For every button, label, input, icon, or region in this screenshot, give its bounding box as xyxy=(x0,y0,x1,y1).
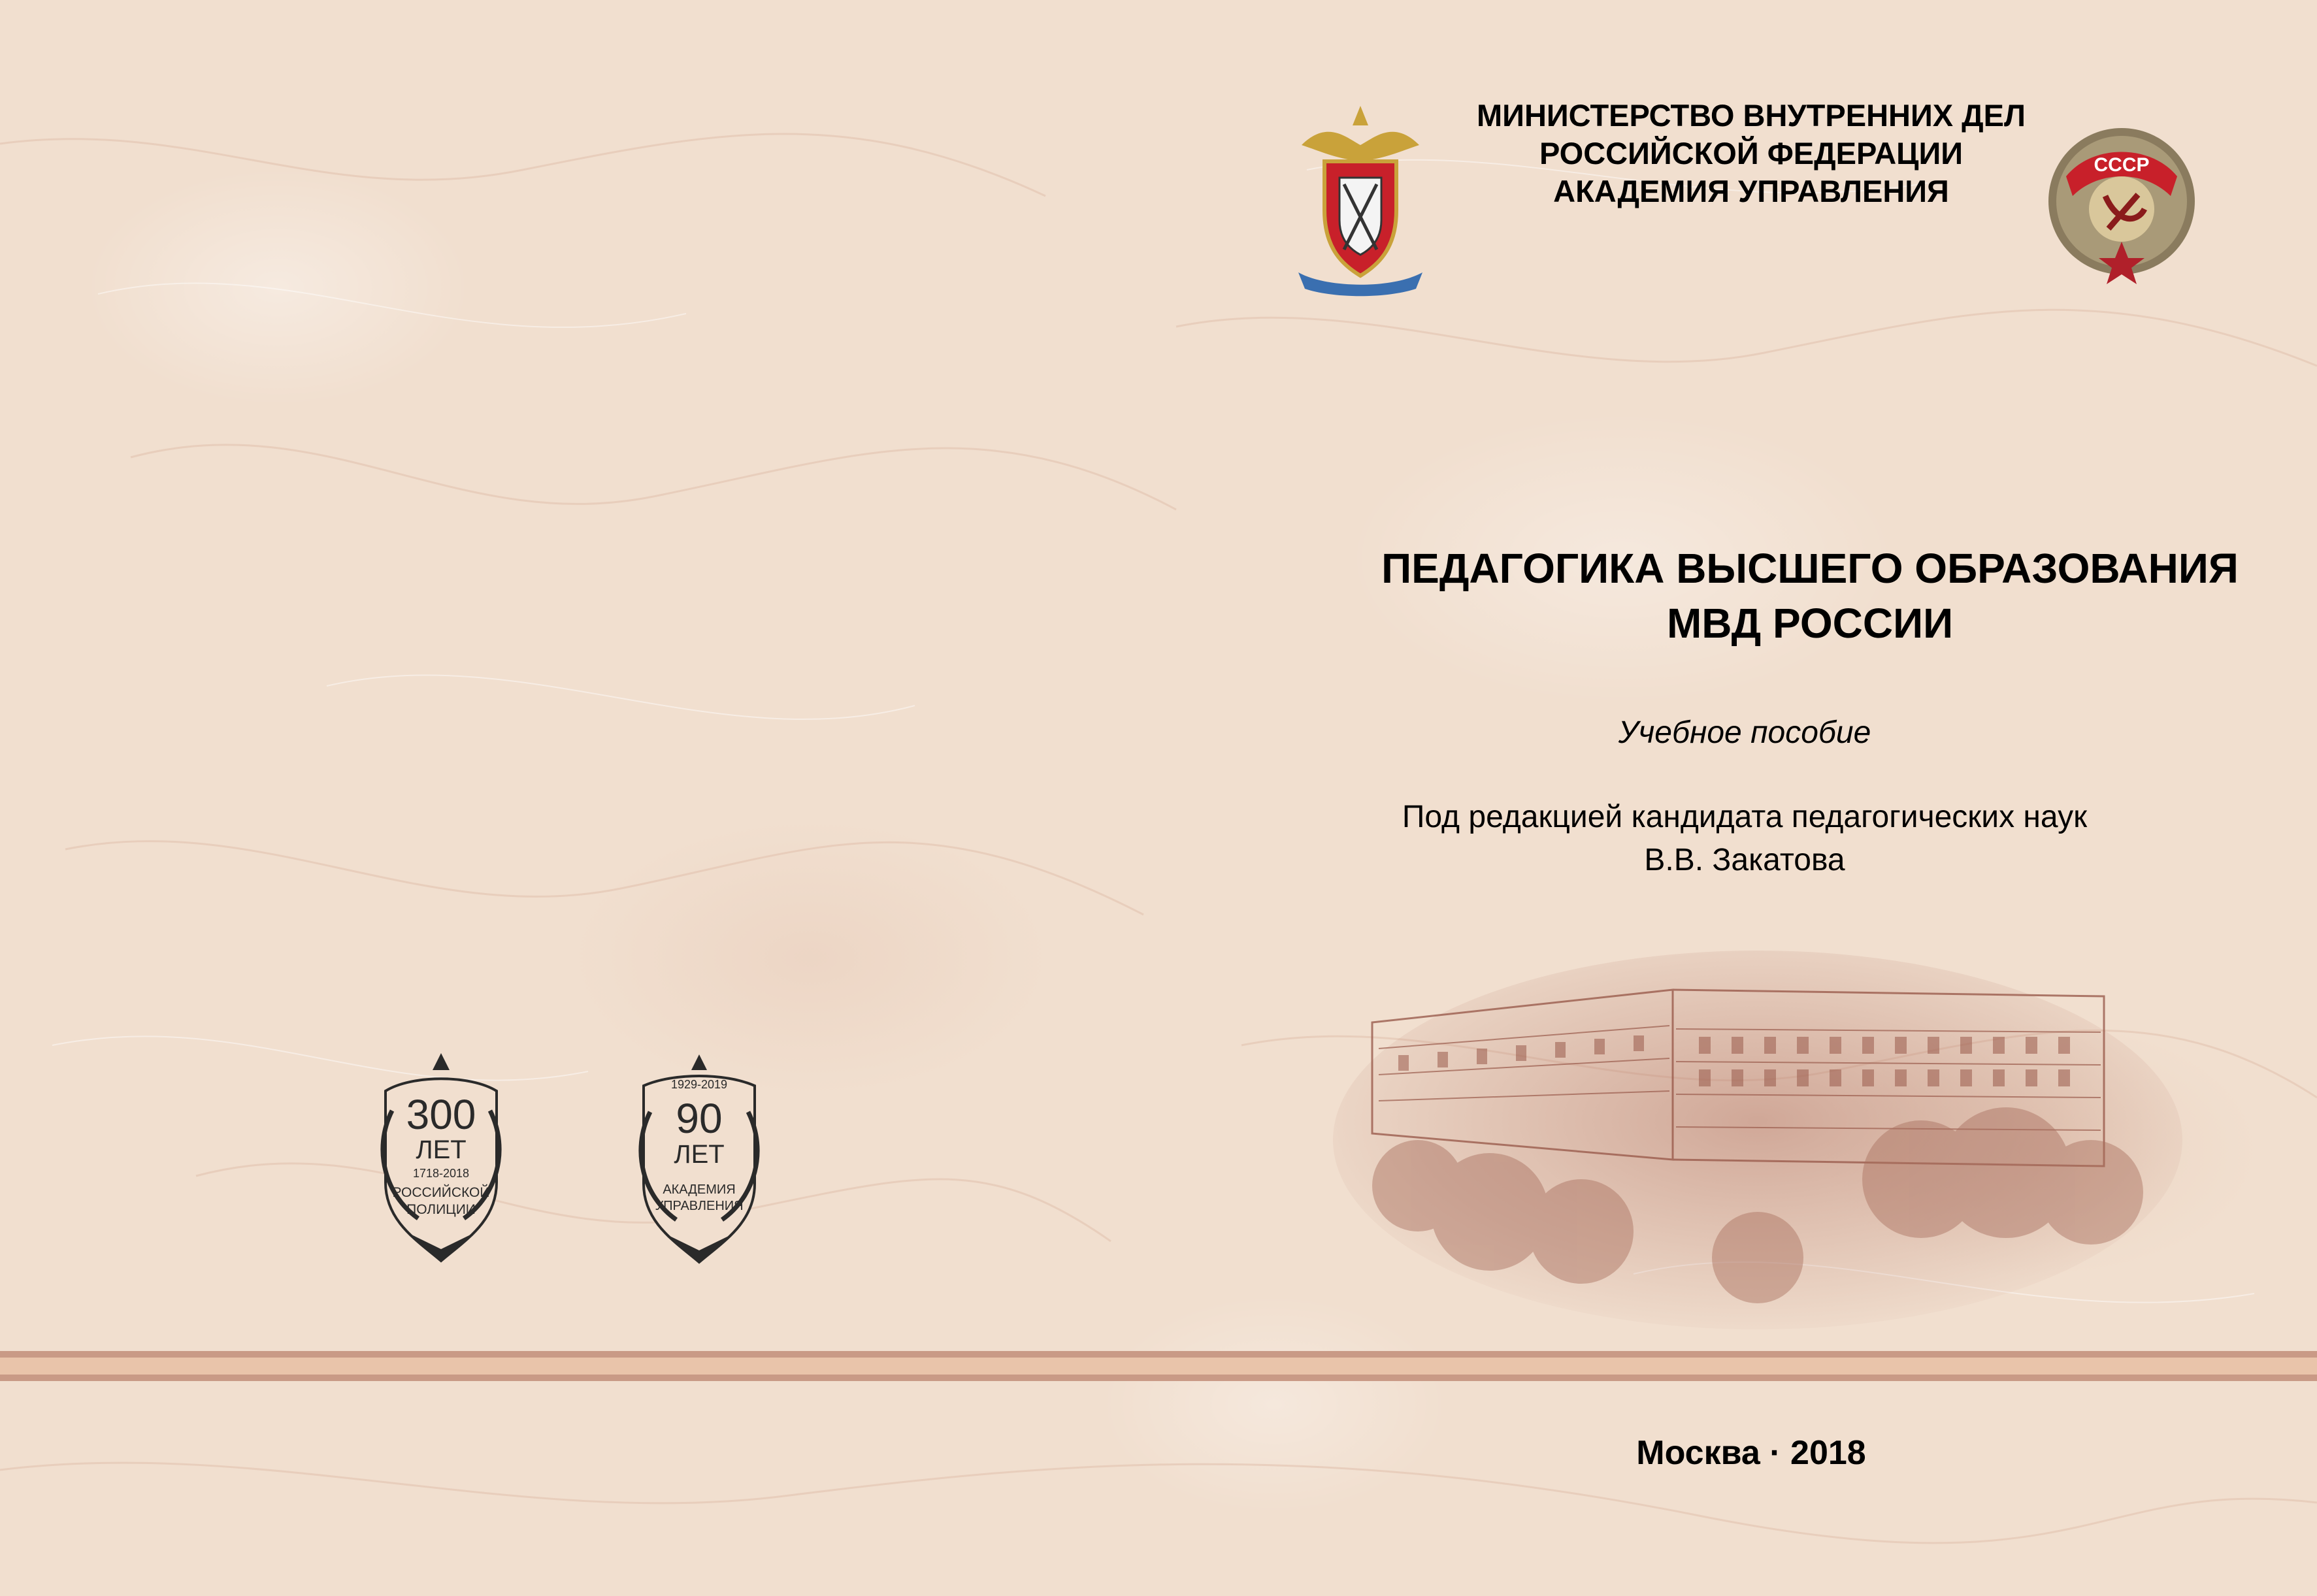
police-badge-word: ЛЕТ xyxy=(416,1135,467,1164)
ministry-line-2: РОССИЙСКОЙ ФЕДЕРАЦИИ xyxy=(1539,136,1964,171)
editor-line-2: В.В. Закатова xyxy=(1644,843,1845,877)
decorative-stripe xyxy=(0,1351,2317,1381)
imprint: Москва · 2018 xyxy=(1636,1434,1866,1472)
ministry-line-3: АКАДЕМИЯ УПРАВЛЕНИЯ xyxy=(1553,174,1949,208)
police-badge-number: 300 xyxy=(406,1091,476,1138)
title-line-2: МВД РОССИИ xyxy=(1666,600,1954,647)
editor-credit xyxy=(1281,796,2209,882)
academy-badge-years: 1929-2019 xyxy=(670,1078,728,1091)
book-subtitle: Учебное пособие xyxy=(1618,715,1871,750)
police-badge-line1: РОССИЙСКОЙ xyxy=(392,1185,490,1200)
academy-badge-line2: УПРАВЛЕНИЯ xyxy=(655,1199,744,1213)
editor-line-1: Под редакцией кандидата педагогических наук xyxy=(1402,800,2088,834)
police-badge-line2: ПОЛИЦИИ xyxy=(406,1202,476,1217)
academy-badge-word: ЛЕТ xyxy=(674,1140,725,1169)
academy-coat-of-arms-icon xyxy=(1289,99,1432,302)
order-of-red-banner-icon xyxy=(2040,118,2203,287)
order-badge-text: СССР xyxy=(2094,154,2150,176)
police-badge-years: 1718-2018 xyxy=(412,1167,470,1180)
academy-badge-line1: АКАДЕМИЯ xyxy=(663,1182,736,1197)
academy-building-illustration xyxy=(1333,951,2182,1329)
academy-90-years-badge xyxy=(627,1053,771,1269)
ministry-header xyxy=(1424,97,2078,210)
academy-badge-number: 90 xyxy=(676,1095,723,1142)
ministry-line-1: МИНИСТЕРСТВО ВНУТРЕННИХ ДЕЛ xyxy=(1477,98,2026,133)
title-line-1: ПЕДАГОГИКА ВЫСШЕГО ОБРАЗОВАНИЯ xyxy=(1381,545,2239,592)
book-title xyxy=(1176,541,2317,651)
police-300-years-badge xyxy=(366,1052,516,1267)
